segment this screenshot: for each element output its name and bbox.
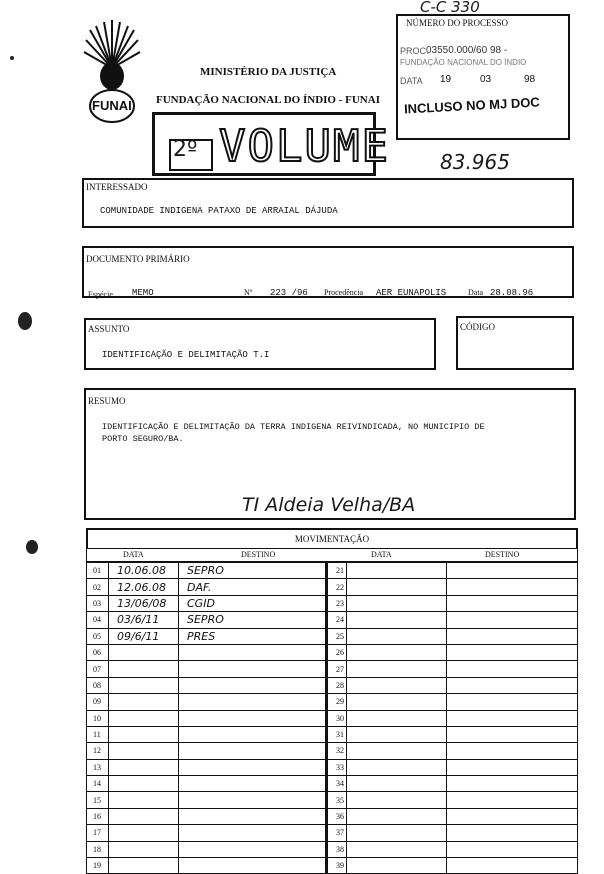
row-date: 12.06.08 bbox=[109, 579, 179, 595]
row-number: 15 bbox=[87, 792, 109, 808]
col-data-left: DATA bbox=[123, 550, 144, 559]
row-number: 31 bbox=[327, 726, 347, 742]
row-destino bbox=[447, 841, 578, 857]
row-number: 27 bbox=[327, 661, 347, 677]
row-number: 39 bbox=[327, 858, 347, 874]
row-destino bbox=[179, 776, 327, 792]
volume-word: VOLUME bbox=[219, 121, 390, 172]
row-date bbox=[347, 579, 447, 595]
speck bbox=[10, 56, 14, 60]
table-row bbox=[87, 808, 578, 824]
row-number: 29 bbox=[327, 694, 347, 710]
row-date: 10.06.08 bbox=[109, 563, 179, 579]
row-date bbox=[347, 661, 447, 677]
row-number: 36 bbox=[327, 808, 347, 824]
row-number: 22 bbox=[327, 579, 347, 595]
resumo-label: RESUMO bbox=[88, 396, 126, 406]
row-number: 11 bbox=[87, 726, 109, 742]
row-destino: SEPRO bbox=[179, 612, 327, 628]
handwritten-number: 83.965 bbox=[440, 150, 510, 174]
table-row bbox=[87, 792, 578, 808]
row-date bbox=[347, 694, 447, 710]
row-number: 05 bbox=[87, 628, 109, 644]
documento-primario-label: DOCUMENTO PRIMÁRIO bbox=[86, 254, 190, 264]
row-number: 08 bbox=[87, 677, 109, 693]
row-date: 09/6/11 bbox=[109, 628, 179, 644]
row-destino bbox=[447, 661, 578, 677]
movimentacao-col-headers bbox=[86, 548, 578, 562]
row-number: 16 bbox=[87, 808, 109, 824]
interessado-label: INTERESSADO bbox=[86, 182, 148, 192]
row-date bbox=[109, 743, 179, 759]
row-destino bbox=[447, 612, 578, 628]
codigo-label: CÓDIGO bbox=[460, 322, 495, 332]
especie-value: MEMO bbox=[132, 288, 154, 298]
row-number: 02 bbox=[87, 579, 109, 595]
row-number: 01 bbox=[87, 563, 109, 579]
table-row bbox=[87, 825, 578, 841]
row-destino bbox=[179, 825, 327, 841]
codigo-box bbox=[456, 316, 574, 370]
row-number: 35 bbox=[327, 792, 347, 808]
volume-stamp bbox=[152, 112, 390, 176]
resumo-line-2: PORTO SEGURO/BA. bbox=[102, 434, 184, 444]
proc-value: 03550.000/60 98 - bbox=[426, 45, 508, 56]
row-destino bbox=[447, 759, 578, 775]
col-data-right: DATA bbox=[371, 550, 392, 559]
row-destino bbox=[179, 710, 327, 726]
row-number: 23 bbox=[327, 595, 347, 611]
table-row bbox=[87, 694, 578, 710]
row-destino bbox=[447, 628, 578, 644]
data-value: 28.08.96 bbox=[490, 288, 534, 298]
row-number: 06 bbox=[87, 644, 109, 660]
row-destino bbox=[447, 858, 578, 874]
row-destino bbox=[447, 595, 578, 611]
procedencia-label: Procedência bbox=[324, 288, 364, 297]
row-date bbox=[347, 612, 447, 628]
row-number: 19 bbox=[87, 858, 109, 874]
interessado-value: COMUNIDADE INDIGENA PATAXO DE ARRAIAL DÁJUDA bbox=[100, 206, 338, 216]
movimentacao-title: MOVIMENTAÇÃO bbox=[294, 534, 370, 544]
row-destino bbox=[447, 808, 578, 824]
row-destino: SEPRO bbox=[179, 563, 327, 579]
table-row bbox=[87, 595, 578, 611]
assunto-value: IDENTIFICAÇÃO E DELIMITAÇÃO T.I bbox=[102, 350, 270, 360]
col-destino-left: DESTINO bbox=[241, 550, 276, 559]
row-date bbox=[109, 726, 179, 742]
row-destino bbox=[179, 743, 327, 759]
assunto-label: ASSUNTO bbox=[88, 324, 130, 334]
row-destino bbox=[179, 644, 327, 660]
especie-label: Espécie bbox=[88, 290, 113, 299]
row-number: 12 bbox=[87, 743, 109, 759]
row-date bbox=[347, 759, 447, 775]
date-label: DATA bbox=[400, 76, 423, 86]
issuer-text: FUNDAÇÃO NACIONAL DO ÍNDIO bbox=[400, 58, 527, 67]
resumo-handwritten-note: TI Aldeia Velha/BA bbox=[242, 494, 416, 516]
row-date bbox=[109, 825, 179, 841]
row-destino bbox=[447, 726, 578, 742]
row-number: 37 bbox=[327, 825, 347, 841]
row-destino bbox=[447, 792, 578, 808]
table-row bbox=[87, 759, 578, 775]
date-month: 03 bbox=[480, 74, 492, 85]
table-row bbox=[87, 710, 578, 726]
foundation-title: FUNDAÇÃO NACIONAL DO ÍNDIO - FUNAI bbox=[156, 94, 380, 106]
table-row bbox=[87, 628, 578, 644]
row-number: 18 bbox=[87, 841, 109, 857]
row-date bbox=[109, 841, 179, 857]
funai-logo bbox=[80, 18, 144, 128]
table-row bbox=[87, 776, 578, 792]
row-number: 33 bbox=[327, 759, 347, 775]
logo-text: FUNAI bbox=[92, 98, 132, 113]
table-row bbox=[87, 677, 578, 693]
row-number: 38 bbox=[327, 841, 347, 857]
date-day: 19 bbox=[440, 74, 452, 85]
row-destino: DAF. bbox=[179, 579, 327, 595]
process-stamp-title: NÚMERO DO PROCESSO bbox=[406, 18, 509, 28]
row-destino bbox=[447, 563, 578, 579]
row-date bbox=[347, 825, 447, 841]
row-number: 09 bbox=[87, 694, 109, 710]
row-number: 17 bbox=[87, 825, 109, 841]
table-row bbox=[87, 644, 578, 660]
documento-primario-box bbox=[82, 246, 574, 298]
row-number: 04 bbox=[87, 612, 109, 628]
row-number: 14 bbox=[87, 776, 109, 792]
row-number: 07 bbox=[87, 661, 109, 677]
row-destino bbox=[179, 792, 327, 808]
row-destino bbox=[179, 858, 327, 874]
row-destino: PRES bbox=[179, 628, 327, 644]
row-date bbox=[109, 808, 179, 824]
resumo-line-1: IDENTIFICAÇÃO E DELIMITAÇÃO DA TERRA INDIGENA REIVINDICADA, NO MUNICIPIO DE bbox=[102, 422, 485, 432]
row-date bbox=[109, 694, 179, 710]
row-number: 13 bbox=[87, 759, 109, 775]
table-row bbox=[87, 726, 578, 742]
row-destino bbox=[447, 644, 578, 660]
punch-mark bbox=[26, 540, 38, 554]
movimentacao-table bbox=[86, 562, 578, 874]
row-date bbox=[347, 858, 447, 874]
row-number: 32 bbox=[327, 743, 347, 759]
row-date bbox=[347, 726, 447, 742]
row-date bbox=[347, 841, 447, 857]
row-date bbox=[109, 661, 179, 677]
row-date bbox=[347, 595, 447, 611]
row-destino: CGID bbox=[179, 595, 327, 611]
table-row bbox=[87, 661, 578, 677]
proc-label: PROC. bbox=[400, 46, 429, 56]
row-destino bbox=[179, 694, 327, 710]
row-date bbox=[347, 792, 447, 808]
row-destino bbox=[179, 759, 327, 775]
numero-value: 223 /96 bbox=[270, 288, 308, 298]
row-date bbox=[109, 759, 179, 775]
row-date bbox=[347, 808, 447, 824]
table-row bbox=[87, 579, 578, 595]
data-label: Data bbox=[468, 288, 484, 297]
punch-mark bbox=[18, 312, 32, 330]
row-number: 24 bbox=[327, 612, 347, 628]
row-date bbox=[109, 710, 179, 726]
row-date bbox=[347, 743, 447, 759]
row-date bbox=[347, 677, 447, 693]
table-row bbox=[87, 743, 578, 759]
date-year: 98 bbox=[524, 74, 536, 85]
row-destino bbox=[447, 776, 578, 792]
top-handwritten-code: C-C 330 bbox=[420, 0, 480, 16]
row-destino bbox=[179, 841, 327, 857]
row-destino bbox=[179, 677, 327, 693]
process-number-stamp bbox=[396, 14, 570, 140]
row-date bbox=[347, 710, 447, 726]
procedencia-value: AER EUNAPOLIS bbox=[376, 288, 447, 298]
row-number: 28 bbox=[327, 677, 347, 693]
row-destino bbox=[447, 694, 578, 710]
numero-label: Nº bbox=[244, 288, 253, 297]
row-number: 30 bbox=[327, 710, 347, 726]
row-destino bbox=[179, 808, 327, 824]
table-row bbox=[87, 612, 578, 628]
table-row bbox=[87, 841, 578, 857]
row-date bbox=[347, 644, 447, 660]
row-date bbox=[109, 792, 179, 808]
row-destino bbox=[447, 579, 578, 595]
row-number: 25 bbox=[327, 628, 347, 644]
ministry-title: MINISTÉRIO DA JUSTIÇA bbox=[200, 66, 337, 78]
col-destino-right: DESTINO bbox=[485, 550, 520, 559]
inclusion-stamp: INCLUSO NO MJ DOC bbox=[403, 94, 541, 117]
row-number: 03 bbox=[87, 595, 109, 611]
row-date bbox=[347, 628, 447, 644]
movimentacao-header bbox=[86, 528, 578, 549]
volume-number: 2º bbox=[173, 137, 198, 162]
row-destino bbox=[447, 825, 578, 841]
row-destino bbox=[447, 677, 578, 693]
row-number: 34 bbox=[327, 776, 347, 792]
row-date: 13/06/08 bbox=[109, 595, 179, 611]
row-date bbox=[109, 677, 179, 693]
row-number: 10 bbox=[87, 710, 109, 726]
interessado-box bbox=[82, 178, 574, 228]
row-date bbox=[109, 644, 179, 660]
row-date bbox=[347, 563, 447, 579]
resumo-box bbox=[84, 388, 576, 520]
row-date bbox=[109, 858, 179, 874]
table-row bbox=[87, 858, 578, 874]
row-date bbox=[347, 776, 447, 792]
row-number: 26 bbox=[327, 644, 347, 660]
row-destino bbox=[447, 743, 578, 759]
row-destino bbox=[179, 661, 327, 677]
row-destino bbox=[179, 726, 327, 742]
row-number: 21 bbox=[327, 563, 347, 579]
assunto-box bbox=[84, 318, 436, 370]
table-row bbox=[87, 563, 578, 579]
row-destino bbox=[447, 710, 578, 726]
row-date: 03/6/11 bbox=[109, 612, 179, 628]
row-date bbox=[109, 776, 179, 792]
